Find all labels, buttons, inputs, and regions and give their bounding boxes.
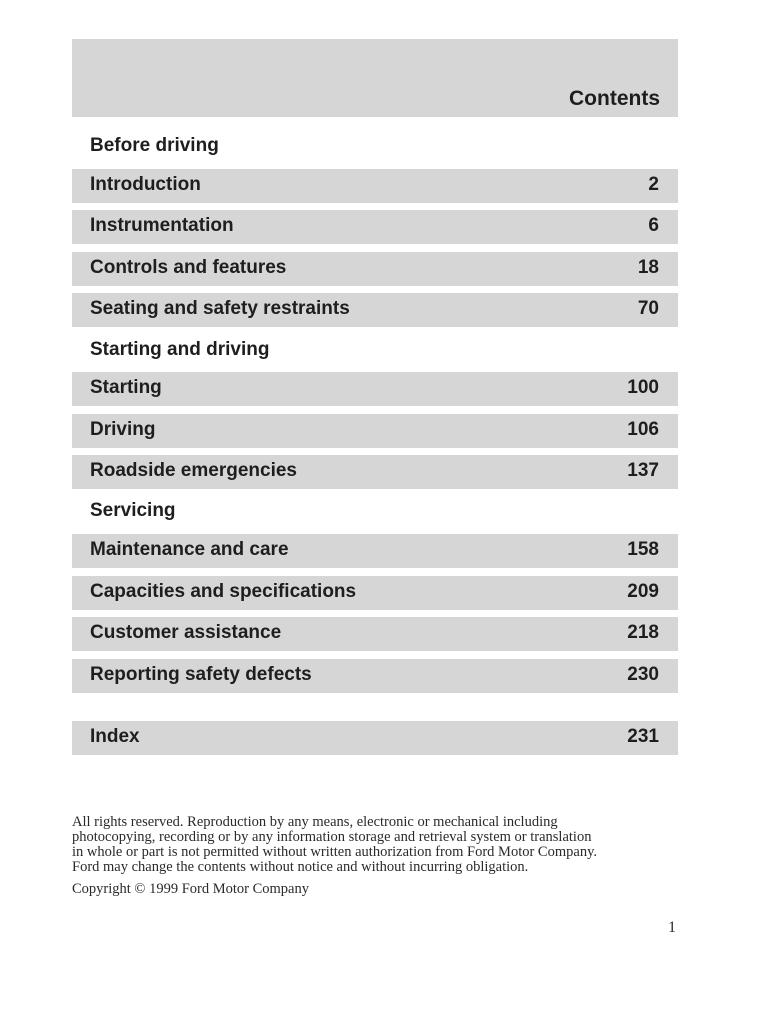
toc-entry-page: 230 [627, 664, 659, 685]
toc-entry-label: Capacities and specifications [90, 581, 357, 602]
toc-entry-label: Introduction [90, 174, 201, 195]
toc-entry-page: 70 [637, 298, 659, 319]
section-title-starting-and-driving: Starting and driving [90, 339, 270, 360]
toc-entry-label: Reporting safety defects [90, 664, 312, 685]
toc-entry-label: Maintenance and care [90, 539, 289, 560]
copyright-notice: Copyright © 1999 Ford Motor Company [72, 881, 309, 897]
toc-entry-page: 218 [627, 622, 659, 643]
toc-entry-roadside-emergencies[interactable] [72, 455, 678, 489]
toc-entry-label: Starting [90, 377, 162, 398]
toc-entry-seating-and-safety-restraints[interactable] [72, 293, 678, 327]
toc-entry-starting[interactable] [72, 372, 678, 406]
toc-entry-page: 6 [648, 215, 659, 236]
toc-entry-instrumentation[interactable] [72, 210, 678, 244]
toc-entry-label: Index [90, 726, 140, 747]
toc-entry-page: 2 [648, 174, 659, 195]
toc-entry-label: Seating and safety restraints [90, 298, 350, 319]
toc-entry-driving[interactable] [72, 414, 678, 448]
toc-entry-page: 18 [637, 257, 659, 278]
toc-entry-label: Instrumentation [90, 215, 234, 236]
legal-notice [72, 815, 682, 875]
toc-entry-page: 100 [627, 377, 659, 398]
toc-entry-maintenance-and-care[interactable] [72, 534, 678, 568]
toc-entry-introduction[interactable] [72, 169, 678, 203]
page-number: 1 [668, 919, 676, 936]
section-title-before-driving: Before driving [90, 135, 219, 156]
toc-entry-controls-and-features[interactable] [72, 252, 678, 286]
toc-entry-index[interactable] [72, 721, 678, 755]
toc-entry-page: 231 [627, 726, 659, 747]
toc-entry-label: Roadside emergencies [90, 460, 297, 481]
section-title-servicing: Servicing [90, 500, 176, 521]
toc-entry-label: Controls and features [90, 257, 287, 278]
toc-entry-reporting-safety-defects[interactable] [72, 659, 678, 693]
legal-notice-line: photocopying, recording or by any information storage and retrieval system or translation [72, 829, 592, 845]
toc-entry-page: 106 [627, 419, 659, 440]
toc-entry-page: 209 [627, 581, 659, 602]
legal-notice-line: Ford may change the contents without notice and without incurring obligation. [72, 859, 529, 875]
legal-notice-line: All rights reserved. Reproduction by any means, electronic or mechanical including [72, 814, 558, 830]
toc-entry-label: Customer assistance [90, 622, 282, 643]
toc-entry-page: 137 [627, 460, 659, 481]
toc-entry-label: Driving [90, 419, 156, 440]
contents-header [72, 39, 678, 117]
page-title: Contents [569, 87, 660, 110]
legal-notice-line: in whole or part is not permitted without written authorization from Ford Motor Company. [72, 844, 598, 860]
toc-entry-capacities-and-specifications[interactable] [72, 576, 678, 610]
toc-entry-page: 158 [627, 539, 659, 560]
toc-entry-customer-assistance[interactable] [72, 617, 678, 651]
